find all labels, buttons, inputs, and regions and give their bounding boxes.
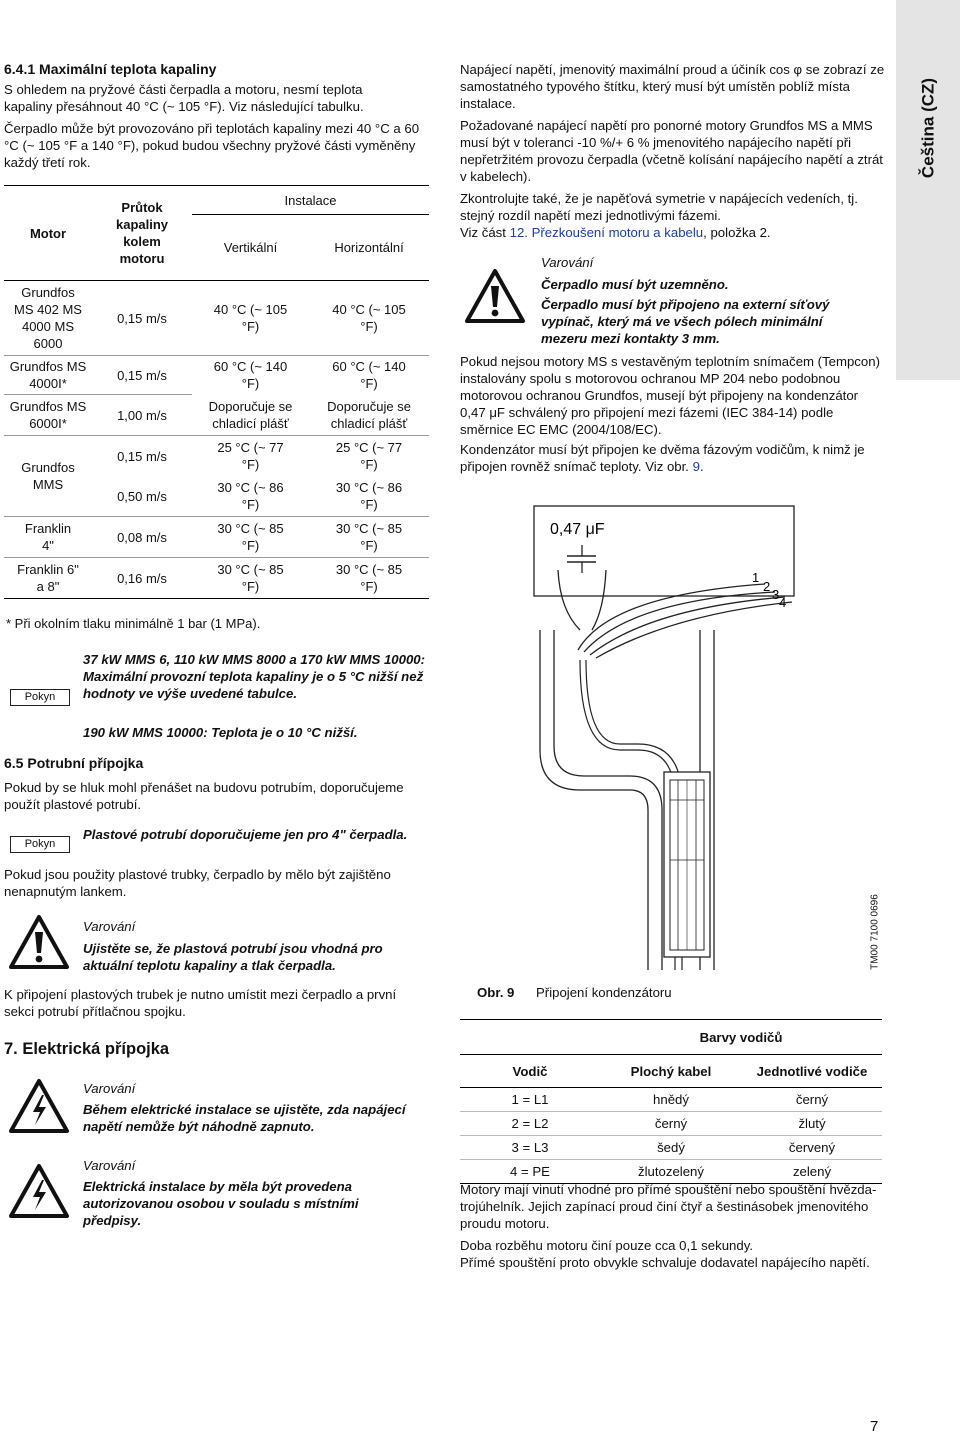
cell: šedý [600,1136,742,1160]
paragraph [460,441,880,475]
link-figure-9[interactable]: 9 [692,459,700,474]
warning-title: Varování [83,1158,136,1173]
figure-code: TM00 7100 0696 [869,894,881,970]
warning-text: Čerpadlo musí být připojeno na externí síťový vypínač, který má ve všech pólech minimální mezeru mezi kontakty 3 mm. [541,297,830,346]
motor-cell: Grundfos MS 402 MS 4000 MS 6000 [4,281,92,356]
paragraph: Motory mají vinutí vhodné pro přímé spouštění nebo spouštění hvězda-trojúhelník. Jejich zapínací proud činí čtyř a šestinásobek jmenovitého proudu motoru. [460,1182,877,1231]
page-number: 7 [870,1418,879,1435]
cell: 1 = L1 [460,1088,600,1112]
note-badge: Pokyn [10,689,70,706]
warning-title: Varování [83,919,136,934]
paragraph: Čerpadlo může být provozováno při teplotách kapaliny mezi 40 °C a 60 °C (~ 105 °F a 140 °F), pokud budou všechny pryžové části vyměněny každý třetí rok. [4,121,420,170]
section-heading-641: 6.4.1 Maximální teplota kapaliny [4,61,217,77]
motor-cell: Grundfos MMS [4,436,92,517]
warning-text: Čerpadlo musí být uzemněno. [541,277,729,292]
motor-cell: Grundfos MS 6000I* [4,395,92,436]
link-section-12[interactable]: 12. Přezkoušení motoru a kabelu [509,225,704,240]
warning-icon [464,268,526,324]
table-footnote: * Při okolním tlaku minimálně 1 bar (1 MPa). [6,616,261,631]
wire-number: 4 [779,595,787,610]
motor-cell: Franklin 6" a 8" [4,558,92,599]
col-motor-header: Motor [4,186,92,281]
language-tab [896,0,960,380]
warning-title: Varování [83,1081,136,1096]
flow-cell: 0,50 m/s [92,476,192,517]
vertical-temp-cell: 60 °C (~ 140 °F) [213,359,288,392]
electrical-hazard-icon [8,1078,70,1134]
col-install-header: Instalace [192,186,429,215]
flow-cell: 0,16 m/s [92,558,192,599]
col-vertical-header: Vertikální [192,215,309,281]
cell: červený [742,1136,882,1160]
text-span: Kondenzátor musí být připojen ke dvěma fázovým vodičům, k nimž je připojen rovněž snímač teploty. Viz obr. [460,442,865,474]
vertical-temp-cell: 40 °C (~ 105 °F) [192,281,309,356]
paragraph: Pokud by se hluk mohl přenášet na budovu potrubím, doporučujeme použít plastové potrubí. [4,780,404,812]
motor-cell: Grundfos MS 4000I* [4,356,92,395]
note-badge: Pokyn [10,836,70,853]
vertical-temp-cell: Doporučuje se chladicí plášť [192,395,309,436]
paragraph: S ohledem na pryžové části čerpadla a motoru, nesmí teplota kapaliny přesáhnout 40 °C (~ 105 °F). Viz následující tabulku. [4,82,364,114]
paragraph: Přímé spouštění proto obvykle schvaluje dodavatel napájecího napětí. [460,1255,870,1270]
flow-cell: 0,08 m/s [92,517,192,558]
wire-number: 3 [772,587,780,602]
col-header: Jednotlivé vodiče [742,1055,882,1088]
paragraph: K připojení plastových trubek je nutno umístit mezi čerpadlo a první sekci potrubí přítlačnou spojku. [4,987,397,1019]
section-heading-7: 7. Elektrická přípojka [4,1040,170,1058]
col-header: Vodič [460,1055,600,1088]
cable [580,660,675,970]
horizontal-temp-cell: 40 °C (~ 105 °F) [309,281,429,356]
warning-text: Ujistěte se, že plastová potrubí jsou vhodná pro aktuální teplotu kapaliny a tlak čerpadla. [83,941,383,973]
cell: černý [742,1088,882,1112]
cell: žlutý [742,1112,882,1136]
flow-cell: 0,15 m/s [117,448,167,464]
note-text: 190 kW MMS 10000: Teplota je o 10 °C nižší. [83,725,358,740]
paragraph: Požadované napájecí napětí pro ponorné motory Grundfos MS a MMS musí být v toleranci -10 %/+ 6 % jmenovitého napájecího napětí při nepřetržitém provozu čerpadla (včetně kolísání napájecího napětí a ztrát v kabelech). [460,118,883,184]
electrical-hazard-icon [8,1163,70,1219]
flow-cell: 1,00 m/s [92,395,192,436]
warning-title: Varování [541,255,594,270]
temperature-table [4,185,429,599]
text-span: Viz část [460,225,510,240]
motor-cell: Franklin 4" [4,517,92,558]
capacitor-connection-diagram [520,500,850,970]
warning-text: Během elektrické instalace se ujistěte, zda napájecí napětí nemůže být náhodně zapnuto. [83,1102,406,1134]
cell: zelený [742,1160,882,1184]
flow-cell: 0,15 m/s [92,356,192,395]
vertical-temp-cell: 30 °C (~ 86 °F) [192,476,309,517]
figure-number: Obr. 9 [477,985,515,1000]
language-tab-label: Čeština (CZ) [918,77,938,179]
note-text: Plastové potrubí doporučujeme jen pro 4" čerpadla. [83,827,408,842]
cell: hnědý [600,1088,742,1112]
warning-icon [8,914,70,970]
horizontal-temp-cell: Doporučuje se chladicí plášť [309,395,429,436]
cell: černý [600,1112,742,1136]
paragraph: Doba rozběhu motoru činí pouze cca 0,1 sekundy. [460,1238,753,1253]
paragraph: Zkontrolujte také, že je napěťová symetrie v napájecích vedeních, tj. stejný rozdíl napětí mezi jednotlivými fázemi. [460,191,858,223]
horizontal-temp-cell: 60 °C (~ 140 °F) [332,359,406,392]
paragraph: Pokud jsou použity plastové trubky, čerpadlo by mělo být zajištěno nenapnutým lankem. [4,867,391,899]
section-heading-65: 6.5 Potrubní přípojka [4,755,144,771]
figure-caption: Připojení kondenzátoru [536,985,672,1000]
wire-number: 1 [752,570,760,585]
col-horizontal-header: Horizontální [309,215,429,281]
cell: žlutozelený [600,1160,742,1184]
horizontal-temp-cell: 30 °C (~ 85 °F) [309,558,429,599]
warning-text: Elektrická instalace by měla být provedena autorizovanou osobou v souladu s místními předpisy. [83,1179,359,1228]
wire-number: 2 [763,579,771,594]
paragraph [460,224,880,241]
text-span: , položka 2. [703,225,771,240]
horizontal-temp-cell: 30 °C (~ 86 °F) [309,476,429,517]
flow-cell: 0,15 m/s [92,281,192,356]
horizontal-temp-cell: 30 °C (~ 85 °F) [309,517,429,558]
text-span: . [699,459,704,474]
cell: 4 = PE [460,1160,600,1184]
note-text: 37 kW MMS 6, 110 kW MMS 8000 a 170 kW MMS 10000: Maximální provozní teplota kapaliny je o 5 °C nižší než hodnoty ve výše uvedené tabulce. [83,652,426,701]
cell: 2 = L2 [460,1112,600,1136]
paragraph: Pokud nejsou motory MS s vestavěným teplotním snímačem (Tempcon) instalovány spolu s motorovou ochranou MP 204 nebo podobnou motorovou ochranou Grundfos, musejí být připojeny na kondenzátor 0,47 μF schválený pro připojení mezi fázemi (IEC 384-14) podle směrnice EC EMC (2004/108/EC). [460,354,880,437]
figure-code-wrap [868,888,882,976]
vertical-temp-cell: 25 °C (~ 77 °F) [217,440,284,472]
capacitor-label: 0,47 μF [550,521,605,538]
paragraph: Napájecí napětí, jmenovitý maximální proud a účiník cos φ se zobrazí ze samostatného typového štítku, který musí být umístěn poblíž místa instalace. [460,62,885,111]
wire-colour-table [460,1019,882,1184]
table-title: Barvy vodičů [600,1020,882,1055]
col-flow-header: Průtok kapaliny kolem motoru [92,186,192,281]
pipe-outline [540,630,648,970]
vertical-temp-cell: 30 °C (~ 85 °F) [192,558,309,599]
cell: 3 = L3 [460,1136,600,1160]
horizontal-temp-cell: 25 °C (~ 77 °F) [335,440,403,472]
col-header: Plochý kabel [600,1055,742,1088]
vertical-temp-cell: 30 °C (~ 85 °F) [192,517,309,558]
